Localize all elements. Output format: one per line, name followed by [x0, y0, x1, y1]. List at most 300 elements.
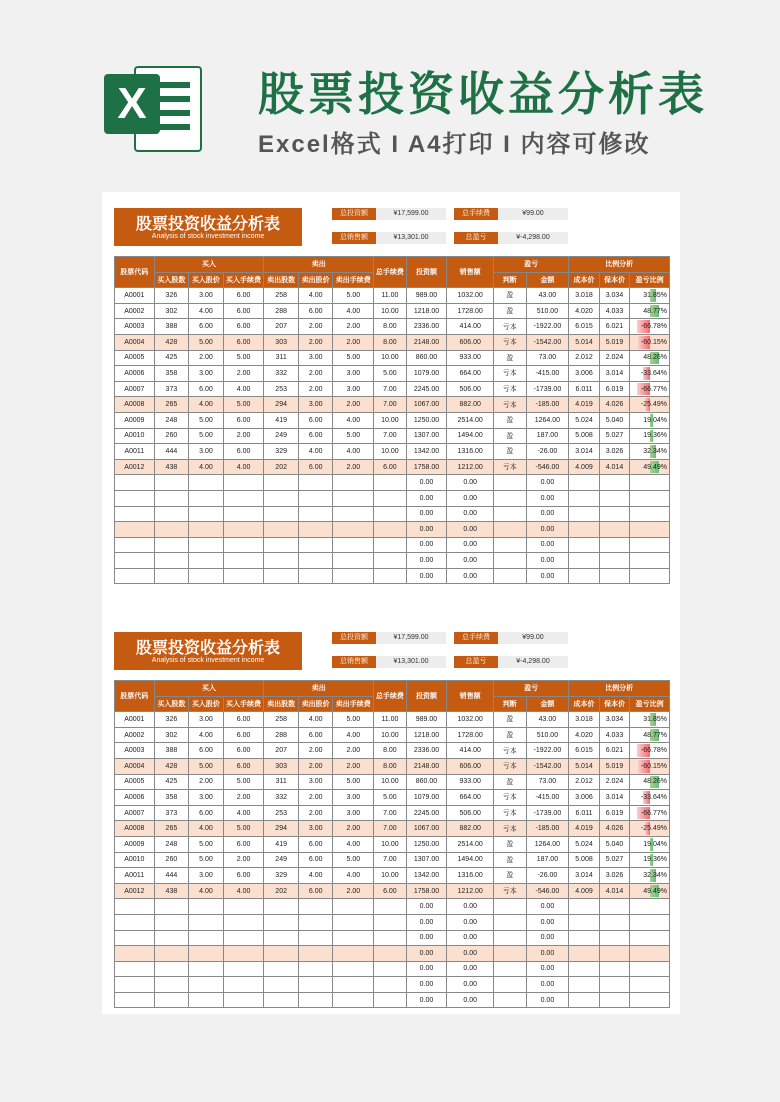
cell-empty — [189, 914, 224, 930]
cell-buy-price: 2.00 — [189, 350, 224, 366]
cell-sell-qty: 311 — [264, 350, 299, 366]
cell-amount: -185.00 — [526, 821, 569, 837]
cell-sell-qty: 332 — [264, 790, 299, 806]
cell-empty — [223, 961, 264, 977]
cell-sales: 882.00 — [447, 821, 494, 837]
cell-empty — [298, 992, 333, 1008]
cell-empty — [569, 899, 599, 915]
cell-code: A0003 — [115, 319, 155, 335]
cell-empty — [630, 475, 670, 491]
cell-empty — [569, 946, 599, 962]
cell-judge: 亏本 — [494, 334, 527, 350]
cell-code: A0005 — [115, 350, 155, 366]
cell-buy-qty: 438 — [154, 883, 189, 899]
header-code: 股票代码 — [115, 257, 155, 288]
cell-amount: -1542.00 — [526, 334, 569, 350]
cell-breakeven: 3.014 — [599, 790, 629, 806]
cell-buy-fee: 6.00 — [223, 412, 264, 428]
cell-sell-fee: 4.00 — [333, 412, 374, 428]
cell-sell-qty: 207 — [264, 743, 299, 759]
cell-cost: 2.012 — [569, 350, 599, 366]
cell-buy-price: 3.00 — [189, 868, 224, 884]
cell-buy-fee: 5.00 — [223, 774, 264, 790]
cell-empty — [630, 568, 670, 584]
sheet-title-box — [114, 632, 302, 670]
cell-invest: 0.00 — [406, 537, 447, 553]
cell-empty — [154, 961, 189, 977]
cell-empty — [494, 899, 527, 915]
cell-buy-fee: 6.00 — [223, 303, 264, 319]
cell-pl-ratio — [630, 758, 670, 774]
sheet-paper — [102, 192, 680, 1014]
cell-amount: 0.00 — [526, 506, 569, 522]
cell-empty — [154, 537, 189, 553]
cell-sell-fee: 2.00 — [333, 459, 374, 475]
cell-empty — [374, 506, 407, 522]
table-row-empty — [115, 568, 670, 584]
ratio-text: -66.78% — [640, 747, 667, 755]
ratio-text: 19.04% — [643, 416, 667, 424]
ratio-text: -25.49% — [640, 825, 667, 833]
cell-sales: 0.00 — [447, 522, 494, 538]
cell-empty — [115, 914, 155, 930]
cell-pl-ratio — [630, 381, 670, 397]
cell-empty — [599, 992, 629, 1008]
cell-empty — [599, 946, 629, 962]
cell-sell-price: 2.00 — [298, 334, 333, 350]
cell-amount: 0.00 — [526, 537, 569, 553]
cell-empty — [599, 961, 629, 977]
cell-cost: 5.008 — [569, 428, 599, 444]
cell-total-fee: 10.00 — [374, 444, 407, 460]
cell-sales: 0.00 — [447, 914, 494, 930]
cell-sales: 0.00 — [447, 992, 494, 1008]
cell-buy-fee: 6.00 — [223, 743, 264, 759]
cell-breakeven: 6.021 — [599, 319, 629, 335]
header-buy: 买入 — [154, 681, 264, 697]
ratio-text: 31.85% — [643, 715, 667, 723]
cell-amount: -26.00 — [526, 868, 569, 884]
table-row-empty — [115, 490, 670, 506]
cell-breakeven: 4.026 — [599, 397, 629, 413]
cell-buy-qty: 265 — [154, 821, 189, 837]
header-buy-price: 买入股价 — [189, 272, 224, 288]
header-ratio-analysis: 比例分析 — [569, 681, 670, 697]
cell-sales: 933.00 — [447, 774, 494, 790]
cell-empty — [264, 522, 299, 538]
cell-sales: 664.00 — [447, 790, 494, 806]
cell-amount: 510.00 — [526, 727, 569, 743]
cell-empty — [223, 475, 264, 491]
cell-amount: -415.00 — [526, 366, 569, 382]
cell-sell-price: 3.00 — [298, 821, 333, 837]
ratio-text: -33.64% — [640, 793, 667, 801]
cell-invest: 2245.00 — [406, 805, 447, 821]
cell-invest: 0.00 — [406, 946, 447, 962]
table-row — [115, 412, 670, 428]
cell-breakeven: 4.033 — [599, 303, 629, 319]
cell-cost: 6.015 — [569, 319, 599, 335]
table-row — [115, 727, 670, 743]
cell-pl-ratio — [630, 412, 670, 428]
table-row — [115, 852, 670, 868]
cell-cost: 2.012 — [569, 774, 599, 790]
cell-empty — [599, 490, 629, 506]
table-row — [115, 288, 670, 304]
cell-sell-price: 4.00 — [298, 444, 333, 460]
cell-code: A0006 — [115, 366, 155, 382]
cell-sell-qty: 294 — [264, 821, 299, 837]
cell-cost: 4.020 — [569, 727, 599, 743]
cell-buy-price: 5.00 — [189, 758, 224, 774]
cell-amount: -1739.00 — [526, 805, 569, 821]
cell-cost: 5.014 — [569, 758, 599, 774]
cell-sell-fee: 5.00 — [333, 852, 374, 868]
cell-empty — [115, 522, 155, 538]
cell-empty — [154, 522, 189, 538]
cell-total-fee: 11.00 — [374, 288, 407, 304]
cell-sell-price: 6.00 — [298, 303, 333, 319]
cell-buy-qty: 302 — [154, 727, 189, 743]
cell-buy-price: 5.00 — [189, 428, 224, 444]
cell-amount: -415.00 — [526, 790, 569, 806]
cell-invest: 2148.00 — [406, 334, 447, 350]
cell-invest: 0.00 — [406, 553, 447, 569]
table-row — [115, 319, 670, 335]
cell-sell-fee: 4.00 — [333, 444, 374, 460]
cell-sell-price: 4.00 — [298, 712, 333, 728]
cell-cost: 4.019 — [569, 397, 599, 413]
cell-judge: 亏本 — [494, 459, 527, 475]
cell-empty — [630, 946, 670, 962]
cell-total-fee: 7.00 — [374, 805, 407, 821]
cell-buy-price: 2.00 — [189, 774, 224, 790]
total-sales-value: ¥13,301.00 — [376, 656, 446, 668]
header-cost: 成本价 — [569, 272, 599, 288]
cell-empty — [374, 992, 407, 1008]
cell-code: A0004 — [115, 758, 155, 774]
cell-sales: 0.00 — [447, 899, 494, 915]
table-row — [115, 821, 670, 837]
cell-total-fee: 8.00 — [374, 334, 407, 350]
ratio-text: -66.77% — [640, 809, 667, 817]
header-total-fee: 总手续费 — [374, 681, 407, 712]
header-code: 股票代码 — [115, 681, 155, 712]
cell-amount: -1922.00 — [526, 743, 569, 759]
header-sell-qty: 卖出股数 — [264, 696, 299, 712]
cell-empty — [298, 961, 333, 977]
cell-judge: 盈 — [494, 836, 527, 852]
cell-buy-qty: 428 — [154, 334, 189, 350]
cell-sales: 1032.00 — [447, 288, 494, 304]
header-amount: 金额 — [526, 272, 569, 288]
header-sales: 销售额 — [447, 681, 494, 712]
cell-invest: 0.00 — [406, 899, 447, 915]
cell-amount: 187.00 — [526, 428, 569, 444]
cell-empty — [223, 553, 264, 569]
table-row — [115, 381, 670, 397]
cell-sell-fee: 3.00 — [333, 381, 374, 397]
cell-pl-ratio — [630, 774, 670, 790]
cell-sell-price: 6.00 — [298, 727, 333, 743]
sheet-subtitle: Analysis of stock investment income — [151, 233, 265, 240]
cell-empty — [189, 930, 224, 946]
cell-buy-qty: 248 — [154, 836, 189, 852]
cell-total-fee: 8.00 — [374, 743, 407, 759]
cell-buy-price: 3.00 — [189, 288, 224, 304]
cell-judge: 亏本 — [494, 805, 527, 821]
cell-judge: 亏本 — [494, 381, 527, 397]
total-pl-label: 总盈亏 — [454, 656, 498, 668]
cell-sell-qty: 202 — [264, 883, 299, 899]
cell-judge: 亏本 — [494, 397, 527, 413]
header-buy-qty: 买入股数 — [154, 272, 189, 288]
cell-empty — [298, 977, 333, 993]
header-buy-fee: 买入手续费 — [223, 272, 264, 288]
cell-code: A0003 — [115, 743, 155, 759]
table-row — [115, 350, 670, 366]
cell-invest: 0.00 — [406, 992, 447, 1008]
cell-empty — [154, 977, 189, 993]
ratio-text: 48.77% — [643, 307, 667, 315]
cell-empty — [569, 522, 599, 538]
cell-total-fee: 11.00 — [374, 712, 407, 728]
cell-amount: -546.00 — [526, 883, 569, 899]
cell-invest: 0.00 — [406, 568, 447, 584]
cell-empty — [264, 992, 299, 1008]
cell-sales: 0.00 — [447, 490, 494, 506]
cell-sell-price: 2.00 — [298, 805, 333, 821]
excel-letter: X — [104, 74, 160, 134]
header-sell-fee: 卖出手续费 — [333, 696, 374, 712]
cell-breakeven: 5.040 — [599, 412, 629, 428]
cell-empty — [264, 537, 299, 553]
cell-code: A0008 — [115, 821, 155, 837]
cell-empty — [223, 568, 264, 584]
cell-empty — [189, 946, 224, 962]
cell-invest: 860.00 — [406, 774, 447, 790]
cell-buy-fee: 6.00 — [223, 758, 264, 774]
cell-empty — [630, 914, 670, 930]
cell-empty — [599, 537, 629, 553]
cell-invest: 1250.00 — [406, 836, 447, 852]
cell-empty — [569, 553, 599, 569]
cell-code: A0004 — [115, 334, 155, 350]
cell-judge: 盈 — [494, 712, 527, 728]
cell-sell-price: 3.00 — [298, 397, 333, 413]
cell-pl-ratio — [630, 805, 670, 821]
cell-amount: -1739.00 — [526, 381, 569, 397]
cell-code: A0001 — [115, 712, 155, 728]
cell-empty — [333, 914, 374, 930]
total-invest-value: ¥17,599.00 — [376, 632, 446, 644]
cell-empty — [494, 522, 527, 538]
cell-judge: 亏本 — [494, 366, 527, 382]
cell-sell-fee: 3.00 — [333, 790, 374, 806]
total-invest-label: 总投资额 — [332, 632, 376, 644]
total-fee-label: 总手续费 — [454, 632, 498, 644]
cell-code: A0012 — [115, 459, 155, 475]
cell-judge: 盈 — [494, 303, 527, 319]
cell-empty — [115, 899, 155, 915]
cell-buy-qty: 358 — [154, 366, 189, 382]
cell-buy-qty: 326 — [154, 288, 189, 304]
ratio-text: 32.34% — [643, 871, 667, 879]
cell-sales: 0.00 — [447, 475, 494, 491]
cell-invest: 2148.00 — [406, 758, 447, 774]
cell-invest: 1250.00 — [406, 412, 447, 428]
cell-buy-qty: 373 — [154, 805, 189, 821]
cell-sales: 1316.00 — [447, 868, 494, 884]
cell-sell-qty: 249 — [264, 428, 299, 444]
header-breakeven: 保本价 — [599, 696, 629, 712]
cell-empty — [494, 930, 527, 946]
table-row — [115, 444, 670, 460]
cell-sell-fee: 4.00 — [333, 868, 374, 884]
table-row-empty — [115, 930, 670, 946]
cell-sales: 882.00 — [447, 397, 494, 413]
cell-total-fee: 7.00 — [374, 381, 407, 397]
cell-empty — [569, 568, 599, 584]
cell-breakeven: 3.014 — [599, 366, 629, 382]
cell-sell-price: 6.00 — [298, 459, 333, 475]
cell-sell-qty: 294 — [264, 397, 299, 413]
cell-judge: 盈 — [494, 868, 527, 884]
cell-pl-ratio — [630, 836, 670, 852]
cell-empty — [154, 914, 189, 930]
cell-empty — [189, 961, 224, 977]
cell-empty — [154, 506, 189, 522]
table-row-empty — [115, 946, 670, 962]
cell-total-fee: 7.00 — [374, 397, 407, 413]
cell-breakeven: 3.034 — [599, 712, 629, 728]
cell-breakeven: 4.014 — [599, 459, 629, 475]
ratio-text: -66.77% — [640, 385, 667, 393]
cell-empty — [264, 506, 299, 522]
header-invest: 投资额 — [406, 681, 447, 712]
cell-amount: -1922.00 — [526, 319, 569, 335]
cell-empty — [189, 522, 224, 538]
cell-empty — [569, 475, 599, 491]
cell-empty — [494, 475, 527, 491]
header-sell: 卖出 — [264, 257, 374, 273]
cell-judge: 亏本 — [494, 821, 527, 837]
cell-pl-ratio — [630, 428, 670, 444]
cell-sell-fee: 5.00 — [333, 350, 374, 366]
cell-sell-fee: 5.00 — [333, 288, 374, 304]
cell-sell-qty: 258 — [264, 712, 299, 728]
cell-sales: 0.00 — [447, 946, 494, 962]
cell-code: A0005 — [115, 774, 155, 790]
cell-buy-qty: 428 — [154, 758, 189, 774]
cell-buy-price: 6.00 — [189, 381, 224, 397]
cell-invest: 860.00 — [406, 350, 447, 366]
cell-sell-qty: 253 — [264, 805, 299, 821]
cell-empty — [189, 490, 224, 506]
cell-empty — [374, 914, 407, 930]
cell-breakeven: 5.019 — [599, 758, 629, 774]
ratio-text: 32.34% — [643, 447, 667, 455]
cell-pl-ratio — [630, 288, 670, 304]
cell-sell-fee: 4.00 — [333, 303, 374, 319]
cell-invest: 1067.00 — [406, 397, 447, 413]
cell-empty — [154, 899, 189, 915]
cell-sales: 1316.00 — [447, 444, 494, 460]
cell-sales: 1212.00 — [447, 459, 494, 475]
ratio-text: 49.49% — [643, 463, 667, 471]
cell-empty — [333, 992, 374, 1008]
cell-empty — [630, 977, 670, 993]
ratio-text: -60.15% — [640, 762, 667, 770]
cell-empty — [115, 992, 155, 1008]
cell-invest: 1758.00 — [406, 883, 447, 899]
cell-breakeven: 4.026 — [599, 821, 629, 837]
header-sell: 卖出 — [264, 681, 374, 697]
cell-buy-price: 4.00 — [189, 727, 224, 743]
cell-sales: 1494.00 — [447, 428, 494, 444]
cell-buy-qty: 260 — [154, 428, 189, 444]
cell-sales: 506.00 — [447, 381, 494, 397]
cell-sales: 664.00 — [447, 366, 494, 382]
cell-total-fee: 7.00 — [374, 821, 407, 837]
cell-amount: 0.00 — [526, 930, 569, 946]
header-sell-price: 卖出股价 — [298, 272, 333, 288]
cell-buy-price: 5.00 — [189, 334, 224, 350]
cell-empty — [599, 568, 629, 584]
cell-judge: 盈 — [494, 412, 527, 428]
cell-code: A0008 — [115, 397, 155, 413]
cell-empty — [298, 568, 333, 584]
cell-empty — [374, 977, 407, 993]
cell-sales: 0.00 — [447, 537, 494, 553]
cell-code: A0009 — [115, 836, 155, 852]
table-row-empty — [115, 537, 670, 553]
header-sell-price: 卖出股价 — [298, 696, 333, 712]
cell-invest: 989.00 — [406, 288, 447, 304]
cell-judge: 盈 — [494, 428, 527, 444]
cell-code: A0010 — [115, 428, 155, 444]
cell-buy-qty: 425 — [154, 774, 189, 790]
cell-invest: 989.00 — [406, 712, 447, 728]
cell-empty — [374, 553, 407, 569]
cell-breakeven: 5.019 — [599, 334, 629, 350]
cell-invest: 2336.00 — [406, 319, 447, 335]
cell-empty — [494, 568, 527, 584]
cell-breakeven: 6.019 — [599, 381, 629, 397]
cell-empty — [298, 522, 333, 538]
cell-empty — [154, 946, 189, 962]
cell-breakeven: 5.027 — [599, 428, 629, 444]
cell-total-fee: 10.00 — [374, 350, 407, 366]
cell-empty — [569, 930, 599, 946]
cell-buy-qty: 302 — [154, 303, 189, 319]
cell-empty — [333, 961, 374, 977]
cell-amount: 43.00 — [526, 712, 569, 728]
cell-cost: 3.006 — [569, 366, 599, 382]
cell-empty — [223, 930, 264, 946]
cell-buy-price: 3.00 — [189, 366, 224, 382]
cell-cost: 4.009 — [569, 459, 599, 475]
cell-cost: 6.011 — [569, 381, 599, 397]
cell-pl-ratio — [630, 459, 670, 475]
cell-empty — [264, 899, 299, 915]
cell-empty — [630, 961, 670, 977]
cell-empty — [154, 568, 189, 584]
cell-invest: 1067.00 — [406, 821, 447, 837]
cell-empty — [494, 553, 527, 569]
cell-empty — [374, 961, 407, 977]
ratio-text: 19.04% — [643, 840, 667, 848]
